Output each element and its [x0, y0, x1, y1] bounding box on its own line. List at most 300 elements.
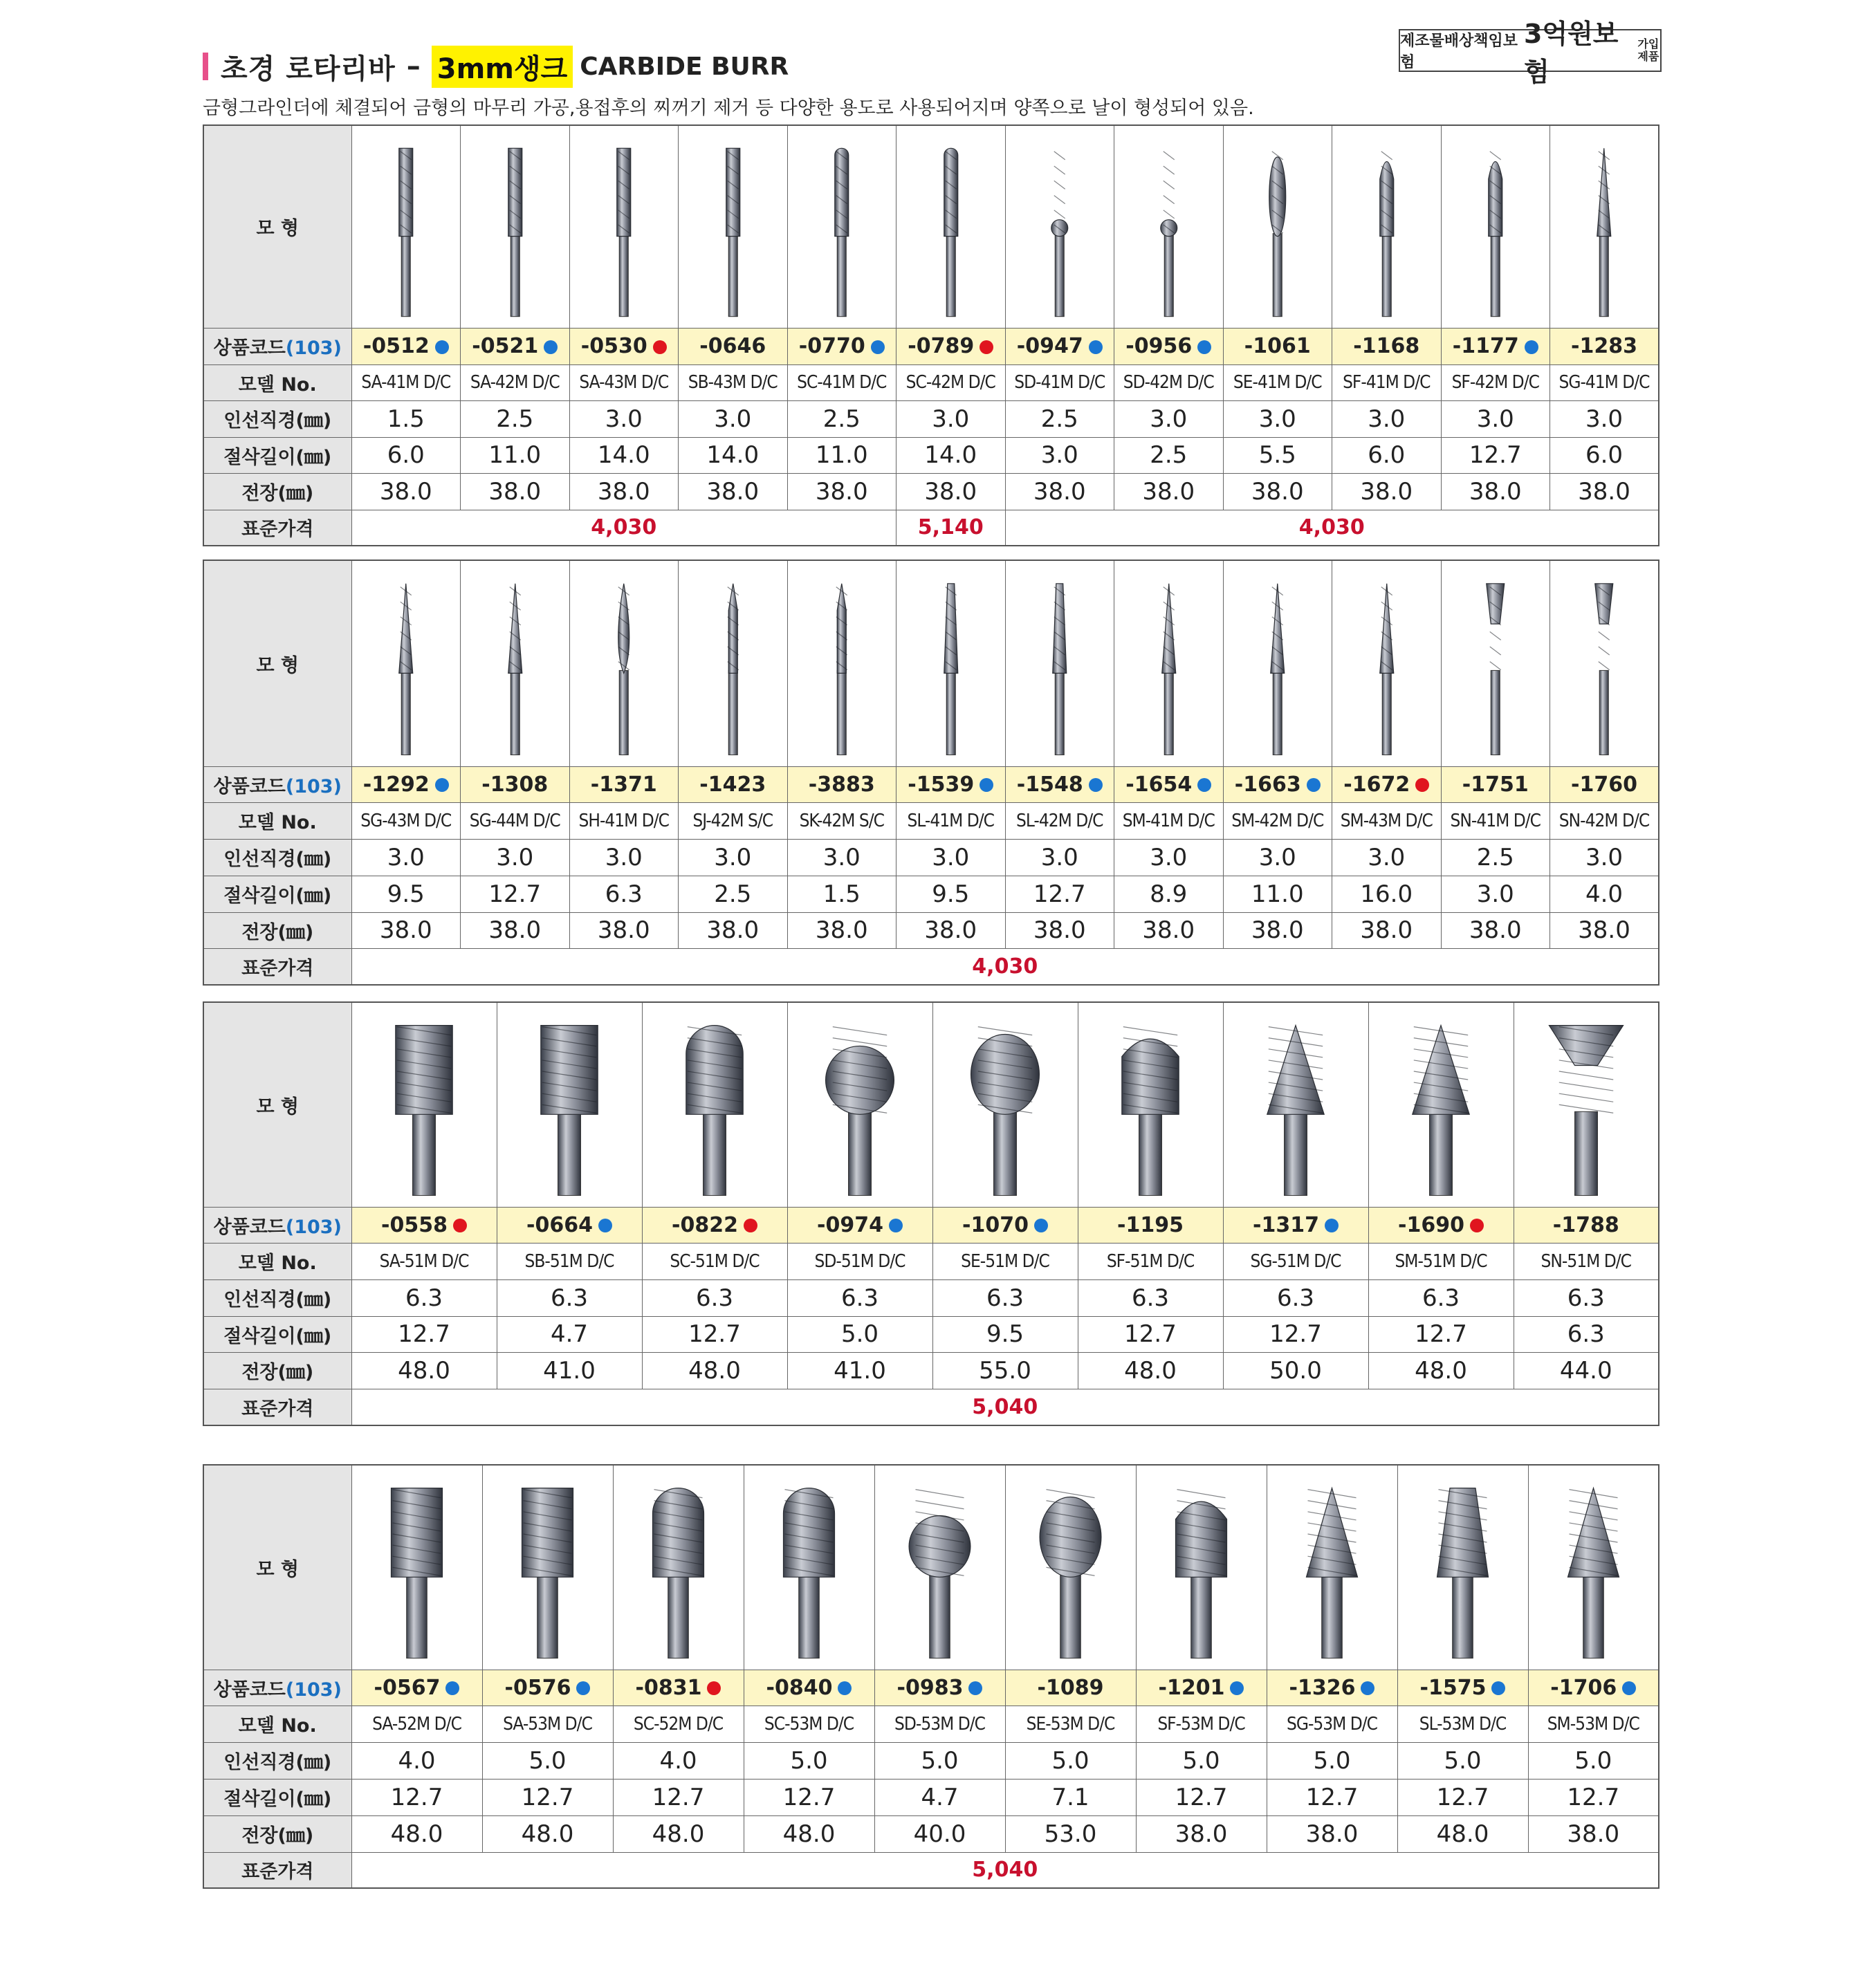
total-length-cell: [1136, 1815, 1267, 1852]
cutting-length-value: 12.7: [1175, 1783, 1228, 1811]
product-code-value: -1168: [1353, 334, 1420, 358]
product-code-value: -0646: [699, 334, 766, 358]
total-length-cell: [642, 1352, 787, 1389]
cutter-diameter-cell: [461, 400, 570, 437]
cutter-diameter-cell: [896, 400, 1006, 437]
cutting-length-row: [203, 1316, 1659, 1352]
product-code-cell: [569, 766, 679, 802]
cutting-length-cell: [642, 1316, 787, 1352]
image-row: [203, 1002, 1659, 1207]
model-no-cell: [1550, 364, 1659, 400]
cutter-diameter-cell: [1267, 1742, 1397, 1779]
product-code-value: -1663: [1234, 772, 1301, 797]
cutting-length-value: 12.7: [1124, 1320, 1177, 1348]
product-code-value: -0576: [504, 1675, 571, 1700]
blue-dot-icon: [1622, 1681, 1636, 1695]
product-code-row: [203, 766, 1659, 802]
cutting-length-row: [203, 437, 1659, 473]
cutter-diameter-cell: [482, 1742, 613, 1779]
total-length-cell: [787, 1352, 932, 1389]
total-length-row: [203, 473, 1659, 510]
model-no-cell: [787, 364, 896, 400]
product-code-value: -1371: [590, 772, 657, 797]
total-length-cell: [787, 912, 896, 948]
cutting-length-cell: [1368, 1316, 1514, 1352]
cutter-diameter-value: 6.3: [840, 1284, 879, 1312]
model-no-value: SG-43M D/C: [360, 810, 452, 831]
cutter-diameter-value: 4.0: [659, 1746, 697, 1775]
cutting-length-cell: [787, 1316, 932, 1352]
cutter-diameter-cell: [461, 839, 570, 876]
product-code-cell: [744, 1670, 874, 1706]
burr-ball-icon: [1006, 129, 1113, 324]
cutter-diameter-value: 3.0: [1368, 405, 1406, 433]
product-image-cell: [932, 1002, 1078, 1207]
model-no-value: SG-44M D/C: [469, 810, 560, 831]
product-image-cell: [1514, 1002, 1659, 1207]
price-row: [203, 1389, 1659, 1425]
blue-dot-icon: [838, 1681, 852, 1695]
cutter-diameter-value: 3.0: [1040, 843, 1078, 871]
product-image-cell: [1550, 560, 1659, 766]
cutter-diameter-value: 3.0: [1476, 405, 1514, 433]
price-row: [203, 948, 1659, 985]
image-row: [203, 125, 1659, 328]
burr-ball-icon: [1116, 129, 1222, 324]
cutter-diameter-cell: [1223, 1279, 1368, 1316]
cutting-length-value: 12.7: [652, 1783, 705, 1811]
product-code-cell: [482, 1670, 613, 1706]
product-code-value: -0956: [1125, 334, 1193, 358]
model-no-value: SA-42M D/C: [470, 372, 560, 393]
total-length-cell: [1514, 1352, 1659, 1389]
total-length-value: 48.0: [390, 1820, 443, 1848]
cutter-diameter-value: 2.5: [496, 405, 534, 433]
burr-point-icon: [1370, 1006, 1512, 1203]
product-code-value: -0983: [896, 1675, 964, 1700]
cutting-length-cell: [1441, 876, 1550, 912]
product-code-cell: [1550, 766, 1659, 802]
cutting-length-cell: [679, 437, 788, 473]
cutter-diameter-cell: [351, 400, 461, 437]
product-image-cell: [497, 1002, 642, 1207]
product-code-label: [203, 1670, 351, 1706]
model-no-cell: [1005, 364, 1114, 400]
cutter-diameter-cell: [1332, 839, 1442, 876]
product-code-cell: [1114, 328, 1224, 364]
model-no-cell: [351, 364, 461, 400]
total-length-cell: [569, 473, 679, 510]
burr-point-icon: [1334, 564, 1440, 763]
burr-cyl-icon: [353, 129, 459, 324]
cutter-diameter-cell: [896, 839, 1006, 876]
total-length-cell: [1223, 912, 1332, 948]
cutter-diameter-value: 3.0: [1150, 405, 1188, 433]
burr-cyl-icon: [484, 1468, 611, 1666]
cutter-diameter-cell: [1441, 400, 1550, 437]
cutting-length-value: 1.5: [822, 880, 861, 908]
cutter-diameter-value: 3.0: [605, 405, 643, 433]
cutting-length-value: 6.0: [1585, 441, 1624, 469]
burr-cyl-icon: [462, 129, 569, 324]
model-no-label: 모델 No.: [203, 1706, 351, 1742]
model-no-cell: [1223, 364, 1332, 400]
cutter-diameter-cell: [787, 839, 896, 876]
code-label-category: (103): [285, 338, 342, 359]
cutter-diameter-value: 3.0: [1258, 843, 1296, 871]
cutting-length-label: 절삭길이(㎜): [203, 876, 351, 912]
burr-point-icon: [1224, 564, 1331, 763]
cutter-diameter-cell: [1114, 400, 1224, 437]
total-length-cell: [461, 473, 570, 510]
product-image-cell: [569, 560, 679, 766]
product-code-cell: [1441, 766, 1550, 802]
red-dot-icon: [744, 1219, 757, 1232]
product-code-value: -1283: [1571, 334, 1637, 358]
price-label: 표준가격: [203, 1389, 351, 1425]
cutting-length-cell: [1005, 1779, 1136, 1815]
total-length-cell: [613, 1815, 744, 1852]
red-dot-icon: [453, 1219, 467, 1232]
total-length-cell: [1114, 912, 1224, 948]
model-no-row: [203, 1706, 1659, 1742]
code-label-text: 상품코드: [213, 1679, 286, 1701]
product-image-cell: [1441, 560, 1550, 766]
total-length-cell: [1267, 1815, 1397, 1852]
blue-dot-icon: [1325, 1219, 1339, 1232]
model-no-value: SC-53M D/C: [764, 1713, 854, 1735]
product-image-cell: [787, 125, 896, 328]
burr-taper-icon: [898, 564, 1004, 763]
cutter-diameter-value: 5.0: [1051, 1746, 1089, 1775]
cutting-length-cell: [1114, 437, 1224, 473]
cutter-diameter-value: 6.3: [986, 1284, 1024, 1312]
total-length-cell: [1005, 912, 1114, 948]
product-code-value: -1061: [1244, 334, 1311, 358]
cutting-length-row: [203, 876, 1659, 912]
model-no-value: SM-41M D/C: [1122, 810, 1215, 831]
image-row: [203, 1465, 1659, 1670]
cutting-length-cell: [1332, 437, 1442, 473]
product-code-cell: [351, 1670, 482, 1706]
total-length-value: 38.0: [1033, 916, 1086, 944]
cutting-length-cell: [1528, 1779, 1659, 1815]
cutting-length-value: 7.1: [1051, 1783, 1089, 1811]
cutter-diameter-value: 3.0: [1585, 843, 1624, 871]
total-length-cell: [896, 473, 1006, 510]
price-label: 표준가격: [203, 948, 351, 985]
model-no-cell: [351, 802, 461, 839]
total-length-cell: [482, 1815, 613, 1852]
blue-dot-icon: [544, 340, 558, 354]
blue-dot-icon: [576, 1681, 590, 1695]
cutter-diameter-cell: [569, 839, 679, 876]
product-code-cell: [1267, 1670, 1397, 1706]
product-image-cell: [642, 1002, 787, 1207]
burr-cyl-icon: [680, 129, 787, 324]
burr-cone-icon: [789, 564, 895, 763]
cutter-diameter-value: 5.0: [1444, 1746, 1482, 1775]
cutting-length-value: 9.5: [986, 1320, 1024, 1348]
standard-price: 4,030: [351, 948, 1659, 985]
product-image-cell: [1114, 125, 1224, 328]
product-code-cell: [461, 766, 570, 802]
cutter-diameter-value: 3.0: [387, 843, 425, 871]
cutting-length-value: 2.5: [714, 880, 752, 908]
cutter-diameter-value: 6.3: [405, 1284, 443, 1312]
price-row: [203, 510, 1659, 546]
cutter-diameter-cell: [679, 400, 788, 437]
burr-invcone-icon: [1551, 564, 1657, 763]
cutting-length-cell: [787, 437, 896, 473]
product-image-cell: [679, 560, 788, 766]
cutter-diameter-label: 인선직경(㎜): [203, 1742, 351, 1779]
burr-cyl-icon: [498, 1006, 641, 1203]
cutting-length-label: 절삭길이(㎜): [203, 1316, 351, 1352]
total-length-cell: [497, 1352, 642, 1389]
product-code-value: -0947: [1016, 334, 1083, 358]
cutting-length-cell: [932, 1316, 1078, 1352]
product-code-cell: [1005, 766, 1114, 802]
cutter-diameter-value: 6.3: [1131, 1284, 1170, 1312]
cutter-diameter-value: 3.0: [932, 405, 970, 433]
cutting-length-value: 6.3: [605, 880, 643, 908]
product-code-cell: [787, 1207, 932, 1243]
total-length-value: 38.0: [924, 916, 977, 944]
model-no-value: SL-53M D/C: [1419, 1713, 1507, 1735]
cutter-diameter-value: 5.0: [528, 1746, 567, 1775]
model-no-value: SA-51M D/C: [379, 1250, 469, 1272]
cutting-length-value: 8.9: [1150, 880, 1188, 908]
total-length-value: 38.0: [1175, 1820, 1228, 1848]
cutter-diameter-value: 3.0: [605, 843, 643, 871]
model-no-value: SE-41M D/C: [1233, 372, 1322, 393]
total-length-cell: [1223, 1352, 1368, 1389]
cutting-length-cell: [1397, 1779, 1528, 1815]
product-code-value: -1423: [699, 772, 766, 797]
total-length-value: 48.0: [1124, 1356, 1177, 1385]
cutting-length-cell: [896, 437, 1006, 473]
burr-round-icon: [745, 1468, 873, 1666]
product-code-value: -0558: [381, 1212, 448, 1237]
cutting-length-value: 12.7: [390, 1783, 443, 1811]
burr-ball-icon: [876, 1468, 1004, 1666]
cutting-length-value: 6.3: [1567, 1320, 1605, 1348]
model-no-value: SC-51M D/C: [670, 1250, 760, 1272]
product-image-cell: [1005, 560, 1114, 766]
model-no-value: SG-53M D/C: [1286, 1713, 1378, 1735]
total-length-value: 38.0: [1305, 1820, 1359, 1848]
cutter-diameter-cell: [351, 1742, 482, 1779]
model-no-value: SM-43M D/C: [1340, 810, 1433, 831]
standard-price: 5,040: [351, 1389, 1659, 1425]
product-code-value: -0789: [908, 334, 975, 358]
model-no-value: SB-43M D/C: [688, 372, 778, 393]
blue-dot-icon: [1230, 1681, 1244, 1695]
model-no-value: SD-41M D/C: [1014, 372, 1105, 393]
model-no-value: SF-41M D/C: [1343, 372, 1431, 393]
product-code-value: -0567: [374, 1675, 441, 1700]
product-code-value: -1201: [1158, 1675, 1225, 1700]
cutter-diameter-cell: [1005, 1742, 1136, 1779]
model-no-value: SN-42M D/C: [1558, 810, 1650, 831]
cutter-diameter-value: 3.0: [714, 843, 752, 871]
total-length-row: [203, 1815, 1659, 1852]
model-no-value: SG-51M D/C: [1250, 1250, 1341, 1272]
burr-cyl-icon: [353, 1006, 495, 1203]
total-length-value: 41.0: [834, 1356, 886, 1385]
spec-table-1: [203, 124, 1659, 546]
cutting-length-value: 12.7: [1269, 1320, 1322, 1348]
model-no-label: 모델 No.: [203, 1243, 351, 1279]
burr-cone-icon: [680, 564, 787, 763]
price-label: 표준가격: [203, 510, 351, 546]
standard-price: 5,040: [351, 1852, 1659, 1888]
cutting-length-cell: [351, 876, 461, 912]
product-image-cell: [1397, 1465, 1528, 1670]
model-no-cell: [1114, 802, 1224, 839]
insurance-note-line2: 제품: [1637, 50, 1659, 63]
model-no-label: 모델 No.: [203, 802, 351, 839]
cutting-length-cell: [1441, 437, 1550, 473]
total-length-cell: [1332, 473, 1442, 510]
burr-tree-icon: [1079, 1006, 1222, 1203]
total-length-value: 48.0: [1436, 1820, 1489, 1848]
total-length-value: 38.0: [597, 477, 650, 506]
product-code-value: -1089: [1037, 1675, 1104, 1700]
cutting-length-cell: [874, 1779, 1005, 1815]
model-no-cell: [1005, 802, 1114, 839]
model-no-cell: [1528, 1706, 1659, 1742]
cutting-length-value: 14.0: [706, 441, 760, 469]
product-code-cell: [351, 766, 461, 802]
cutter-diameter-cell: [351, 1279, 497, 1316]
product-code-value: -0822: [672, 1212, 738, 1237]
total-length-value: 38.0: [706, 477, 760, 506]
total-length-cell: [1005, 473, 1114, 510]
model-no-cell: [874, 1706, 1005, 1742]
cutting-length-cell: [1550, 437, 1659, 473]
model-no-value: SN-51M D/C: [1541, 1250, 1631, 1272]
model-no-cell: [787, 802, 896, 839]
total-length-value: 48.0: [398, 1356, 450, 1385]
model-no-cell: [351, 1243, 497, 1279]
cutting-length-value: 3.0: [1040, 441, 1078, 469]
burr-round-icon: [643, 1006, 786, 1203]
product-code-cell: [679, 766, 788, 802]
product-code-value: -1654: [1125, 772, 1193, 797]
cutter-diameter-value: 6.3: [1567, 1284, 1605, 1312]
cutting-length-cell: [569, 876, 679, 912]
cutting-length-cell: [787, 876, 896, 912]
shape-label: 모 형: [203, 560, 351, 766]
cutter-diameter-value: 3.0: [1150, 843, 1188, 871]
insurance-note: [1637, 38, 1660, 63]
total-length-cell: [1223, 473, 1332, 510]
total-length-value: 38.0: [1469, 477, 1522, 506]
product-code-cell: [461, 328, 570, 364]
red-dot-icon: [1470, 1219, 1484, 1232]
page-header: [203, 46, 789, 87]
product-code-cell: [874, 1670, 1005, 1706]
total-length-cell: [461, 912, 570, 948]
total-length-cell: [351, 1815, 482, 1852]
burr-cyl-icon: [571, 129, 677, 324]
cutting-length-value: 16.0: [1360, 880, 1413, 908]
product-code-cell: [1114, 766, 1224, 802]
cutting-length-value: 12.7: [1033, 880, 1086, 908]
burr-point-icon: [1224, 1006, 1367, 1203]
model-no-row: [203, 802, 1659, 839]
product-code-cell: [1514, 1207, 1659, 1243]
total-length-value: 48.0: [521, 1820, 574, 1848]
cutting-length-value: 5.5: [1258, 441, 1296, 469]
cutting-length-value: 12.7: [1415, 1320, 1467, 1348]
cutting-length-value: 12.7: [782, 1783, 836, 1811]
burr-taper-icon: [1006, 564, 1113, 763]
spec-table-4: [203, 1464, 1659, 1889]
cutting-length-row: [203, 1779, 1659, 1815]
total-length-value: 38.0: [1567, 1820, 1620, 1848]
product-code-cell: [1332, 328, 1442, 364]
total-length-cell: [1397, 1815, 1528, 1852]
model-no-value: SE-51M D/C: [961, 1250, 1049, 1272]
product-image-cell: [351, 1002, 497, 1207]
total-length-cell: [1441, 912, 1550, 948]
cutting-length-value: 11.0: [815, 441, 868, 469]
total-length-value: 38.0: [1469, 916, 1522, 944]
total-length-value: 38.0: [1142, 916, 1195, 944]
cutting-length-cell: [613, 1779, 744, 1815]
model-no-value: SF-51M D/C: [1106, 1250, 1195, 1272]
burr-ball-icon: [789, 1006, 931, 1203]
code-label-text: 상품코드: [213, 338, 286, 359]
product-code-value: -0840: [766, 1675, 833, 1700]
cutting-length-value: 12.7: [521, 1783, 574, 1811]
cutter-diameter-value: 5.0: [1574, 1746, 1612, 1775]
product-image-cell: [1078, 1002, 1223, 1207]
insurance-note-line1: 가입: [1637, 37, 1659, 50]
product-image-cell: [1005, 1465, 1136, 1670]
product-code-value: -0831: [635, 1675, 702, 1700]
product-code-value: -0512: [362, 334, 430, 358]
cutter-diameter-cell: [874, 1742, 1005, 1779]
total-length-cell: [351, 912, 461, 948]
insurance-amount: 3억원보험: [1523, 19, 1619, 87]
red-dot-icon: [707, 1681, 721, 1695]
model-no-cell: [351, 1706, 482, 1742]
cutting-length-cell: [351, 1779, 482, 1815]
total-length-cell: [1528, 1815, 1659, 1852]
product-code-cell: [787, 766, 896, 802]
model-no-cell: [679, 802, 788, 839]
blue-dot-icon: [1491, 1681, 1505, 1695]
product-code-cell: [613, 1670, 744, 1706]
cutting-length-value: 12.7: [398, 1320, 450, 1348]
title-dash: –: [406, 50, 421, 82]
cutting-length-cell: [461, 437, 570, 473]
page-title: 초경 로타리바: [221, 53, 396, 85]
model-no-cell: [896, 364, 1006, 400]
code-label-category: (103): [285, 775, 342, 797]
blue-dot-icon: [1307, 778, 1321, 792]
product-image-cell: [874, 1465, 1005, 1670]
total-length-value: 38.0: [488, 916, 542, 944]
model-no-value: SC-41M D/C: [797, 372, 887, 393]
burr-tree-icon: [1442, 129, 1549, 324]
blue-dot-icon: [435, 340, 449, 354]
model-no-cell: [1223, 802, 1332, 839]
